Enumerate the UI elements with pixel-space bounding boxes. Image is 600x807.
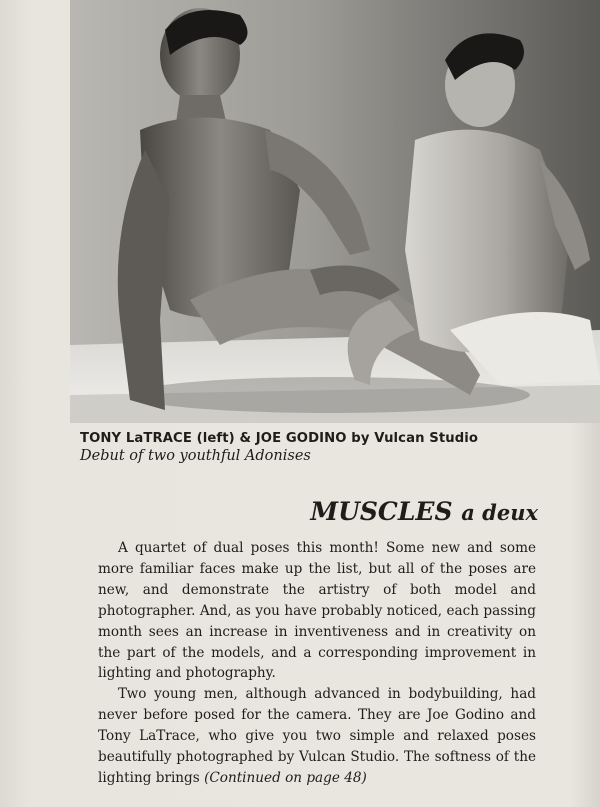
photograph [70,0,600,423]
title-main: MUSCLES [310,497,453,526]
right-figure [348,33,600,385]
caption-subtitle: Debut of two youthful Adonises [80,448,311,464]
paragraph-2 [98,684,536,789]
paragraph-2-text: Two young men, although advanced in bodybuilding, had never before posed for the camera. They are Joe Godino and Tony LaTrace, who give you two simple and relaxed poses beautifully photographed by Vulcan Studio. The softness of the lighting brings [98,686,536,786]
article-body [98,538,536,789]
photo-illustration [70,0,600,423]
paragraph-1: A quartet of dual poses this month! Some new and some more familiar faces make up the list, but all of the poses are new, and demonstrate the artistry of both model and photographer. And, as you have probably noticed, each passing month sees an increase in inventiveness and in creativity on the part of the models, and a corresponding improvement in lighting and photography. [98,540,536,682]
caption-credit: TONY LaTRACE (left) & JOE GODINO by Vulcan Studio [80,431,479,446]
photo-caption [80,431,580,464]
article-title [310,497,538,526]
title-tail: a deux [461,500,538,525]
continued-note: (Continued on page 48) [204,769,367,786]
